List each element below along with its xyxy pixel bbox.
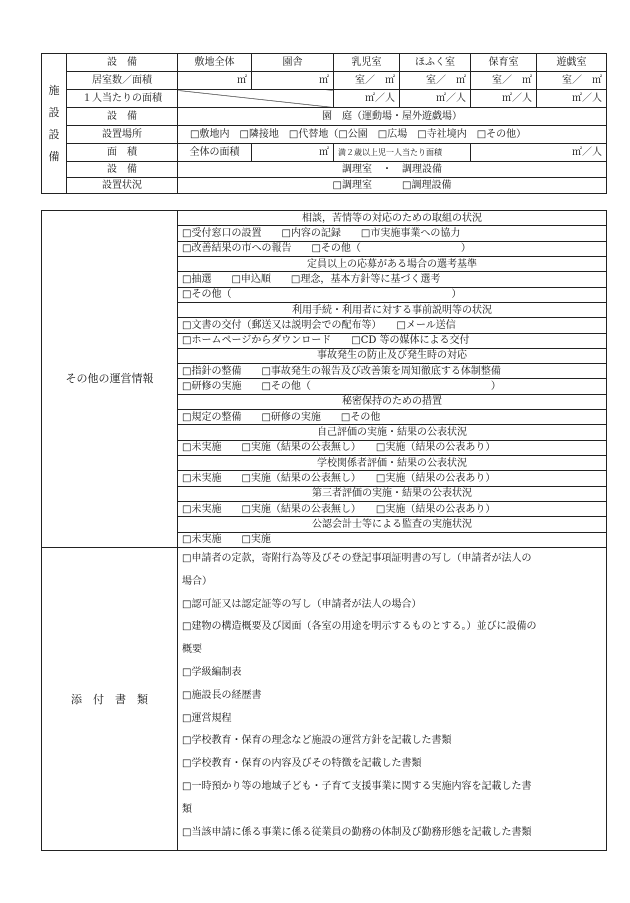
operations-heading: 事故発生の防止及び発生時の対応 [178, 348, 607, 363]
garden-equip-label: 設 備 [67, 108, 178, 126]
operations-options[interactable]: □ホームページからダウンロード □CD 等の媒体による交付 [178, 333, 607, 348]
total-area-label: 全体の面積 [178, 144, 252, 162]
nursery-rooms[interactable]: 室／ ㎡ [471, 72, 537, 90]
place-options[interactable]: □敷地内 □隣接地 □代替地（□公園 □広場 □寺社境内 □その他） [178, 126, 607, 144]
nursery-per-child[interactable]: ㎡／人 [471, 90, 537, 108]
per-child-na [178, 90, 334, 108]
operations-options[interactable]: □文書の交付（郵送又は説明会での配布等） □メール送信 [178, 318, 607, 333]
crawl-rooms[interactable]: 室／ ㎡ [400, 72, 471, 90]
kitchen-label: 調理室 ・ 調理設備 [178, 162, 607, 178]
operations-heading: 学校関係者評価・結果の公表状況 [178, 456, 607, 471]
operations-options[interactable]: □未実施 □実施（結果の公表無し） □実施（結果の公表あり） [178, 501, 607, 516]
rooms-area-label: 居室数／面積 [67, 72, 178, 90]
col-nursery-room: 保育室 [471, 54, 537, 72]
attachment-item[interactable]: □認可証又は認定証等の写し（申請者が法人の場合） [182, 598, 422, 610]
col-building: 園舎 [252, 54, 334, 72]
attachments-table [41, 547, 607, 851]
play-rooms[interactable]: 室／ ㎡ [537, 72, 607, 90]
site-area[interactable]: ㎡ [178, 72, 252, 90]
kitchen-equip-label: 設 備 [67, 162, 178, 178]
facilities-section-label: 施 設 設 備 [42, 54, 67, 194]
attachment-item: 場合） [182, 575, 212, 587]
operations-options[interactable]: □未実施 □実施（結果の公表無し） □実施（結果の公表あり） [178, 471, 607, 486]
col-site: 敷地全体 [178, 54, 252, 72]
attachment-item: 類 [182, 803, 192, 815]
attachment-item[interactable]: □学校教育・保育の理念など施設の運営方針を記載した書類 [182, 735, 452, 747]
crawl-per-child[interactable]: ㎡／人 [400, 90, 471, 108]
infant-per-child[interactable]: ㎡／人 [334, 90, 400, 108]
over2-area-label: 満２歳以上児一人当たり面積 [334, 144, 471, 162]
col-crawl-room: ほふく室 [400, 54, 471, 72]
operations-heading: 定員以上の応募がある場合の選考基準 [178, 256, 607, 271]
attachment-item[interactable]: □施設長の経歴書 [182, 689, 262, 701]
area-label: 面 積 [67, 144, 178, 162]
operations-table [41, 210, 607, 548]
attachment-item[interactable]: □学校教育・保育の内容及びその特徴を記載した書類 [182, 758, 422, 770]
garden-label: 園 庭（運動場・屋外遊戯場） [178, 108, 607, 126]
place-label: 設置場所 [67, 126, 178, 144]
operations-heading: 利用手続・利用者に対する事前説明等の状況 [178, 302, 607, 317]
attachments-label: 添 付 書 類 [42, 548, 178, 851]
status-label: 設置状況 [67, 178, 178, 194]
operations-options[interactable]: □抽選 □申込順 □理念，基本方針等に基づく選考 [178, 272, 607, 287]
operations-heading: 自己評価の実施・結果の公表状況 [178, 425, 607, 440]
operations-heading: 相談，苦情等の対応のための取組の状況 [178, 211, 607, 226]
over2-area-unit[interactable]: ㎡／人 [471, 144, 607, 162]
operations-heading: 秘密保持のための措置 [178, 394, 607, 409]
attachment-item[interactable]: □建物の構造概要及び図面（各室の用途を明示するものとする。）並びに設備の [182, 621, 537, 633]
operations-options[interactable]: □規定の整備 □研修の実施 □その他 [178, 410, 607, 425]
attachment-item[interactable]: □申請者の定款，寄附行為等及びその登記事項証明書の写し（申請者が法人の [182, 553, 532, 564]
attachment-item[interactable]: □一時預かり等の地域子ども・子育て支援事業に関する実施内容を記載した書 [182, 780, 532, 792]
total-area-unit[interactable]: ㎡ [252, 144, 334, 162]
operations-options[interactable]: □改善結果の市への報告 □その他（ ） [178, 241, 607, 256]
operations-heading: 公認会計士等による監査の実施状況 [178, 517, 607, 532]
operations-options[interactable]: □未実施 □実施 [178, 532, 607, 547]
col-playroom: 遊戯室 [537, 54, 607, 72]
attachment-item[interactable]: □当該申請に係る事業に係る従業員の勤務の体制及び勤務形態を記載した書類 [182, 826, 532, 838]
col-infant-room: 乳児室 [334, 54, 400, 72]
operations-heading: 第三者評価の実施・結果の公表状況 [178, 486, 607, 501]
facilities-table [41, 53, 607, 194]
play-per-child[interactable]: ㎡／人 [537, 90, 607, 108]
operations-label: その他の運営情報 [42, 211, 178, 548]
operations-options[interactable]: □受付窓口の設置 □内容の記録 □市実施事業への協力 [178, 226, 607, 241]
infant-rooms[interactable]: 室／ ㎡ [334, 72, 400, 90]
attachment-item[interactable]: □学級編制表 [182, 666, 242, 678]
attachments-list [178, 548, 607, 851]
operations-options[interactable]: □その他（ ） [178, 287, 607, 302]
attachment-item[interactable]: □運営規程 [182, 712, 232, 724]
equip-header: 設 備 [67, 54, 178, 72]
per-child-label: １人当たりの面積 [67, 90, 178, 108]
operations-options[interactable]: □研修の実施 □その他（ ） [178, 379, 607, 394]
operations-options[interactable]: □指針の整備 □事故発生の報告及び改善策を周知徹底する体制整備 [178, 364, 607, 379]
operations-options[interactable]: □未実施 □実施（結果の公表無し） □実施（結果の公表あり） [178, 440, 607, 455]
building-area[interactable]: ㎡ [252, 72, 334, 90]
kitchen-options[interactable]: □調理室 □調理設備 [178, 178, 607, 194]
attachment-item: 概要 [182, 644, 202, 656]
